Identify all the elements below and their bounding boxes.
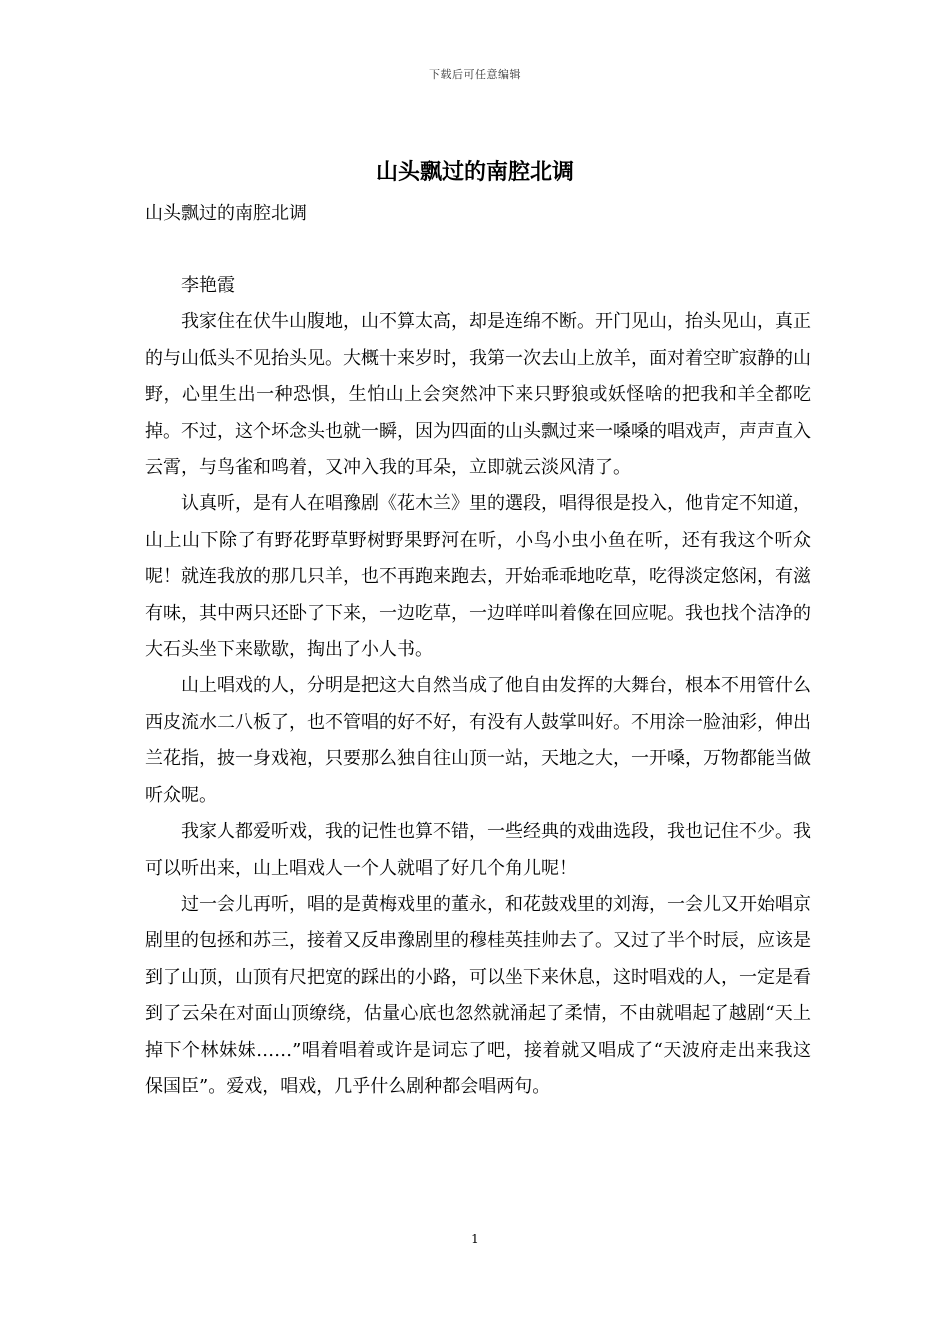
paragraph-1: 我家住在伏牛山腹地，山不算太高，却是连绵不断。开门见山，抬头见山，真正的与山低头不见抬头见。大概十来岁时，我第一次去山上放羊，面对着空旷寂静的山野，心里生出一种恐惧，生怕山上会突然冲下来只野狼或妖怪啥的把我和羊全都吃掉。不过，这个坏念头也就一瞬，因为四面的山头飘过来一嗓嗓的唱戏声，声声直入云霄，与鸟雀和鸣着，又冲入我的耳朵，立即就云淡风清了。 (145, 311, 811, 479)
header-note: 下载后可任意编辑 (429, 68, 521, 81)
paragraph-3: 山上唱戏的人，分明是把这大自然当成了他自由发挥的大舞台，根本不用管什么西皮流水二八板了，也不管唱的好不好，有没有人鼓掌叫好。不用涂一脸油彩，伸出兰花指，披一身戏袍，只要那么独自往山顶一站，天地之大，一开嗓，万物都能当做听众呢。 (145, 675, 811, 806)
subtitle: 山头飘过的南腔北调 (145, 203, 307, 224)
blank-line (145, 232, 811, 268)
document-body (145, 196, 811, 1105)
author-name: 李艳霞 (181, 275, 235, 296)
paragraph-5: 过一会儿再听，唱的是黄梅戏里的董永，和花鼓戏里的刘海，一会儿又开始唱京剧里的包拯和苏三，接着又反串豫剧里的穆桂英挂帅去了。又过了半个时辰，应该是到了山顶，山顶有尺把宽的踩出的小路，可以坐下来休息，这时唱戏的人，一定是看到了云朵在对面山顶缭绕，估量心底也忽然就涌起了柔情，不由就唱起了越剧“天上掉下个林妹妹……”唱着唱着或许是词忘了吧，接着就又唱成了“天波府走出来我这保国臣”。爱戏，唱戏，几乎什么剧种都会唱两句。 (145, 893, 811, 1097)
page-number: 1 (471, 1232, 479, 1246)
document-title: 山头飘过的南腔北调 (375, 159, 574, 185)
paragraph-4: 我家人都爱听戏，我的记性也算不错，一些经典的戏曲选段，我也记住不少。我可以听出来，山上唱戏人一个人就唱了好几个角儿呢！ (145, 821, 811, 879)
paragraph-2: 认真听，是有人在唱豫剧《花木兰》里的選段，唱得很是投入，他肯定不知道，山上山下除了有野花野草野树野果野河在听，小鸟小虫小鱼在听，还有我这个听众呢！就连我放的那几只羊，也不再跑来跑去，开始乖乖地吃草，吃得淡定悠闲，有滋有味，其中两只还卧了下来，一边吃草，一边咩咩叫着像在回应呢。我也找个洁净的大石头坐下来歇歇，掏出了小人书。 (145, 493, 811, 661)
